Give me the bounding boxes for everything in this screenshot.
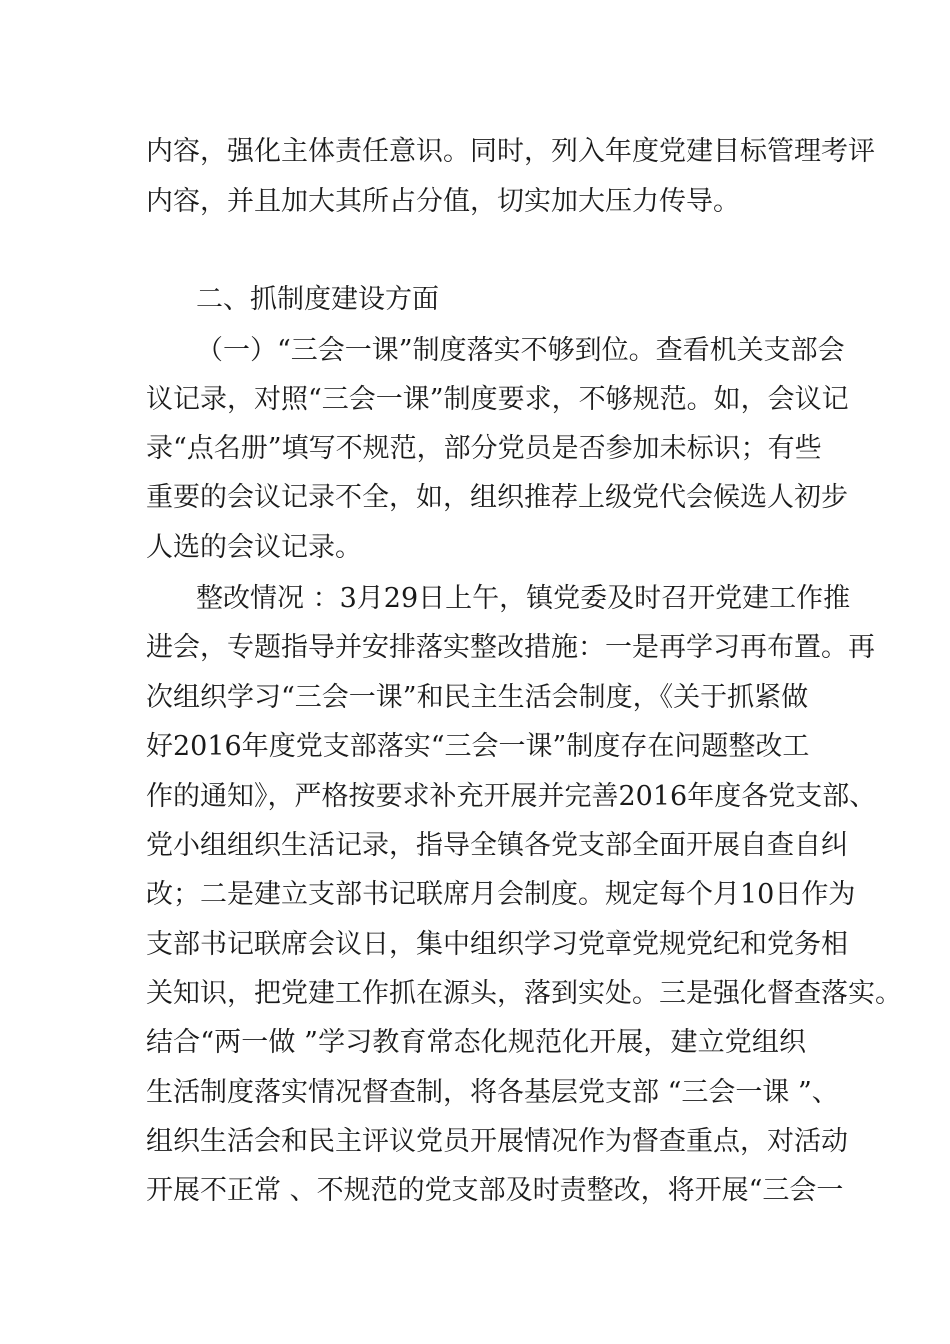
- text-line: 内容，并且加大其所占分值，切实加大压力传导。: [146, 186, 740, 217]
- text-line: 进会，专题指导并安排落实整改措施：一是再学习再布置。再: [146, 632, 875, 663]
- text-line: 改；二是建立支部书记联席月会制度。规定每个月10日作为: [146, 879, 856, 910]
- text-line: 生活制度落实情况督查制，将各基层党支部 “三会一课 ”、: [146, 1077, 839, 1108]
- text-line: （一）“三会一课”制度落实不够到位。查看机关支部会: [196, 335, 845, 366]
- text-line: 支部书记联席会议日，集中组织学习党章党规党纪和党务相: [146, 929, 848, 960]
- text-line: 结合“两一做 ”学习教育常态化规范化开展，建立党组织: [146, 1027, 806, 1058]
- text-line: 开展不正常 、不规范的党支部及时责整改，将开展“三会一: [146, 1175, 844, 1206]
- text-line: 整改情况 ：3月29日上午，镇党委及时召开党建工作推: [196, 583, 851, 614]
- text-line: 人选的会议记录。: [146, 532, 362, 563]
- text-line: 议记录，对照“三会一课”制度要求，不够规范。如，会议记: [146, 384, 849, 415]
- text-line: 党小组组织生活记录，指导全镇各党支部全面开展自查自纠: [146, 830, 848, 861]
- text-line: 关知识，把党建工作抓在源头，落到实处。三是强化督查落实。: [146, 978, 902, 1009]
- text-line: 录“点名册”填写不规范，部分党员是否参加未标识；有些: [146, 433, 822, 464]
- text-line: 重要的会议记录不全，如，组织推荐上级党代会候选人初步: [146, 482, 848, 513]
- section-heading: 二、抓制度建设方面: [196, 284, 439, 315]
- text-line: 次组织学习“三会一课”和民主生活会制度，《关于抓紧做: [146, 682, 809, 713]
- text-line: 内容，强化主体责任意识。同时，列入年度党建目标管理考评: [146, 136, 875, 167]
- text-line: 好2016年度党支部落实“三会一课”制度存在问题整改工: [146, 731, 810, 762]
- text-line: 组织生活会和民主评议党员开展情况作为督查重点，对活动: [146, 1126, 848, 1157]
- text-line: 作的通知》，严格按要求补充开展并完善2016年度各党支部、: [146, 781, 877, 812]
